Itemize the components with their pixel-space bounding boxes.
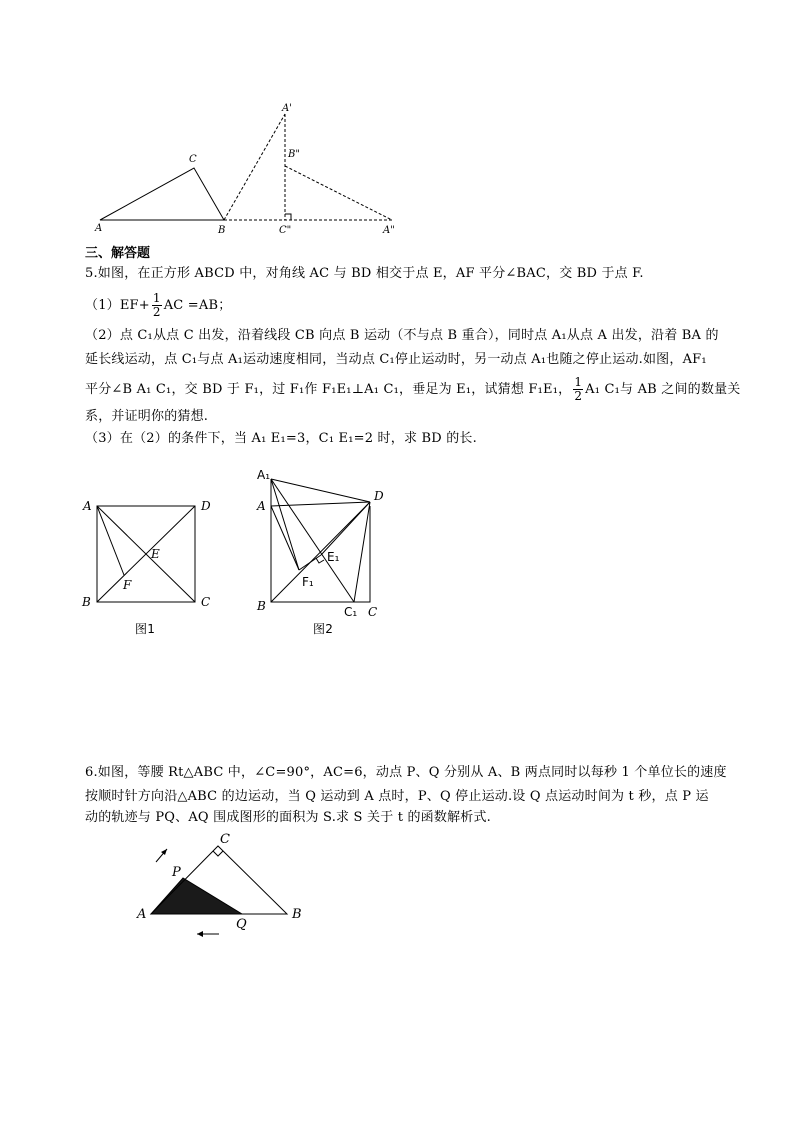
segment-a1-d	[271, 479, 370, 502]
part2-line3-suffix: A₁ C₁与 AB 之间的数量关	[585, 382, 741, 397]
part1-prefix: （1）EF+	[85, 298, 150, 313]
fig1-label-e: E	[151, 547, 160, 561]
segment-b2-a2	[285, 166, 392, 220]
segment-b-a1	[224, 114, 285, 220]
fig2-label-e1: E₁	[327, 550, 340, 564]
fig2-label-c1: C₁	[344, 605, 358, 619]
problem5-part1	[85, 292, 231, 319]
fig6-label-p: P	[172, 865, 181, 880]
fig2-label-f1: F₁	[302, 575, 314, 589]
triangle-abc	[100, 168, 224, 220]
segment-a-d	[271, 502, 370, 506]
problem6-line2: 按顺时针方向沿△ABC 的边运动，当 Q 运动到 A 点时，P、Q 停止运动.设 Q 点运动时间为 t 秒，点 P 运	[85, 789, 709, 804]
fig6-label-q: Q	[236, 917, 247, 932]
label-b: B	[218, 225, 226, 236]
problem5-part2-line4: 系，并证明你的猜想.	[85, 409, 209, 424]
fraction-half	[152, 292, 162, 319]
figure2-caption: 图2	[313, 622, 334, 636]
label-a-double-prime: A"	[383, 225, 395, 236]
fraction-half-2	[573, 376, 583, 403]
problem6-line3: 动的轨迹与 PQ、AQ 围成图形的面积为 S.求 S 关于 t 的函数解析式.	[85, 810, 492, 825]
fig1-label-a: A	[83, 499, 92, 513]
shaded-region	[151, 878, 242, 914]
right-angle-mark-c	[213, 851, 223, 856]
problem6-line1: 6.如图，等腰 Rt△ABC 中，∠C=90°，AC=6，动点 P、Q 分别从 A、B 两点同时以每秒 1 个单位长的速度	[85, 765, 727, 780]
fig2-label-b: B	[257, 599, 266, 613]
label-a-prime: A'	[282, 103, 292, 114]
fraction-denominator-2: 2	[574, 389, 583, 403]
arrow-up-icon	[161, 849, 167, 855]
label-b-double-prime: B"	[288, 149, 300, 160]
right-angle-mark	[285, 214, 291, 220]
fig1-label-d: D	[201, 499, 211, 513]
problem6-figure	[130, 828, 320, 943]
section-heading: 三、解答题	[85, 246, 151, 261]
part1-suffix: AC =AB；	[163, 298, 232, 313]
fig6-label-a: A	[137, 907, 147, 922]
right-angle-mark-e1	[316, 558, 324, 563]
label-a: A	[95, 223, 103, 234]
problem5-intro: 5.如图，在正方形 ABCD 中，对角线 AC 与 BD 相交于点 E，AF 平分∠BAC，交 BD 于点 F.	[85, 266, 644, 281]
fraction-denominator: 2	[152, 305, 161, 319]
fig1-label-c: C	[201, 595, 211, 609]
fig2-label-c: C	[368, 605, 378, 619]
problem5-part3: （3）在（2）的条件下，当 A₁ E₁=3，C₁ E₁=2 时，求 BD 的长.	[85, 431, 477, 446]
fig6-label-b: B	[292, 907, 302, 922]
figure1-caption: 图1	[135, 622, 156, 636]
segment-a-f1	[271, 506, 299, 570]
segment-f1-e1	[299, 555, 321, 570]
part2-line3-prefix: 平分∠B A₁ C₁，交 BD 于 F₁，过 F₁作 F₁E₁⊥A₁ C₁，垂足为 E₁，试猜想 F₁E₁，	[85, 382, 572, 397]
fig1-label-f: F	[123, 578, 132, 592]
figure2-square	[250, 462, 400, 627]
fraction-numerator-2: 1	[574, 375, 583, 389]
problem5-part2-line1: （2）点 C₁从点 C 出发，沿着线段 CB 向点 B 运动（不与点 B 重合），同时点 A₁从点 A 出发，沿着 BA 的	[85, 328, 719, 343]
fig2-label-a1: A₁	[257, 468, 271, 482]
fig6-label-c: C	[220, 832, 230, 847]
top-figure	[90, 100, 410, 240]
fig2-label-d: D	[374, 489, 384, 503]
bisector-a1-f1	[271, 479, 299, 570]
fig2-label-a: A	[257, 499, 266, 513]
problem5-part2-line2: 延长线运动，点 C₁与点 A₁运动速度相同，当动点 C₁停止运动时，另一动点 A₁也随之停止运动.如图，AF₁	[85, 352, 707, 367]
fraction-numerator: 1	[152, 291, 161, 305]
problem5-part2-line3	[85, 376, 740, 403]
fig1-label-b: B	[82, 595, 91, 609]
label-c: C	[189, 154, 197, 165]
diagonal-bd-2	[271, 502, 370, 602]
label-c-double-prime: C"	[279, 225, 292, 236]
bisector-af	[97, 506, 124, 575]
arrow-left-icon	[197, 931, 203, 937]
